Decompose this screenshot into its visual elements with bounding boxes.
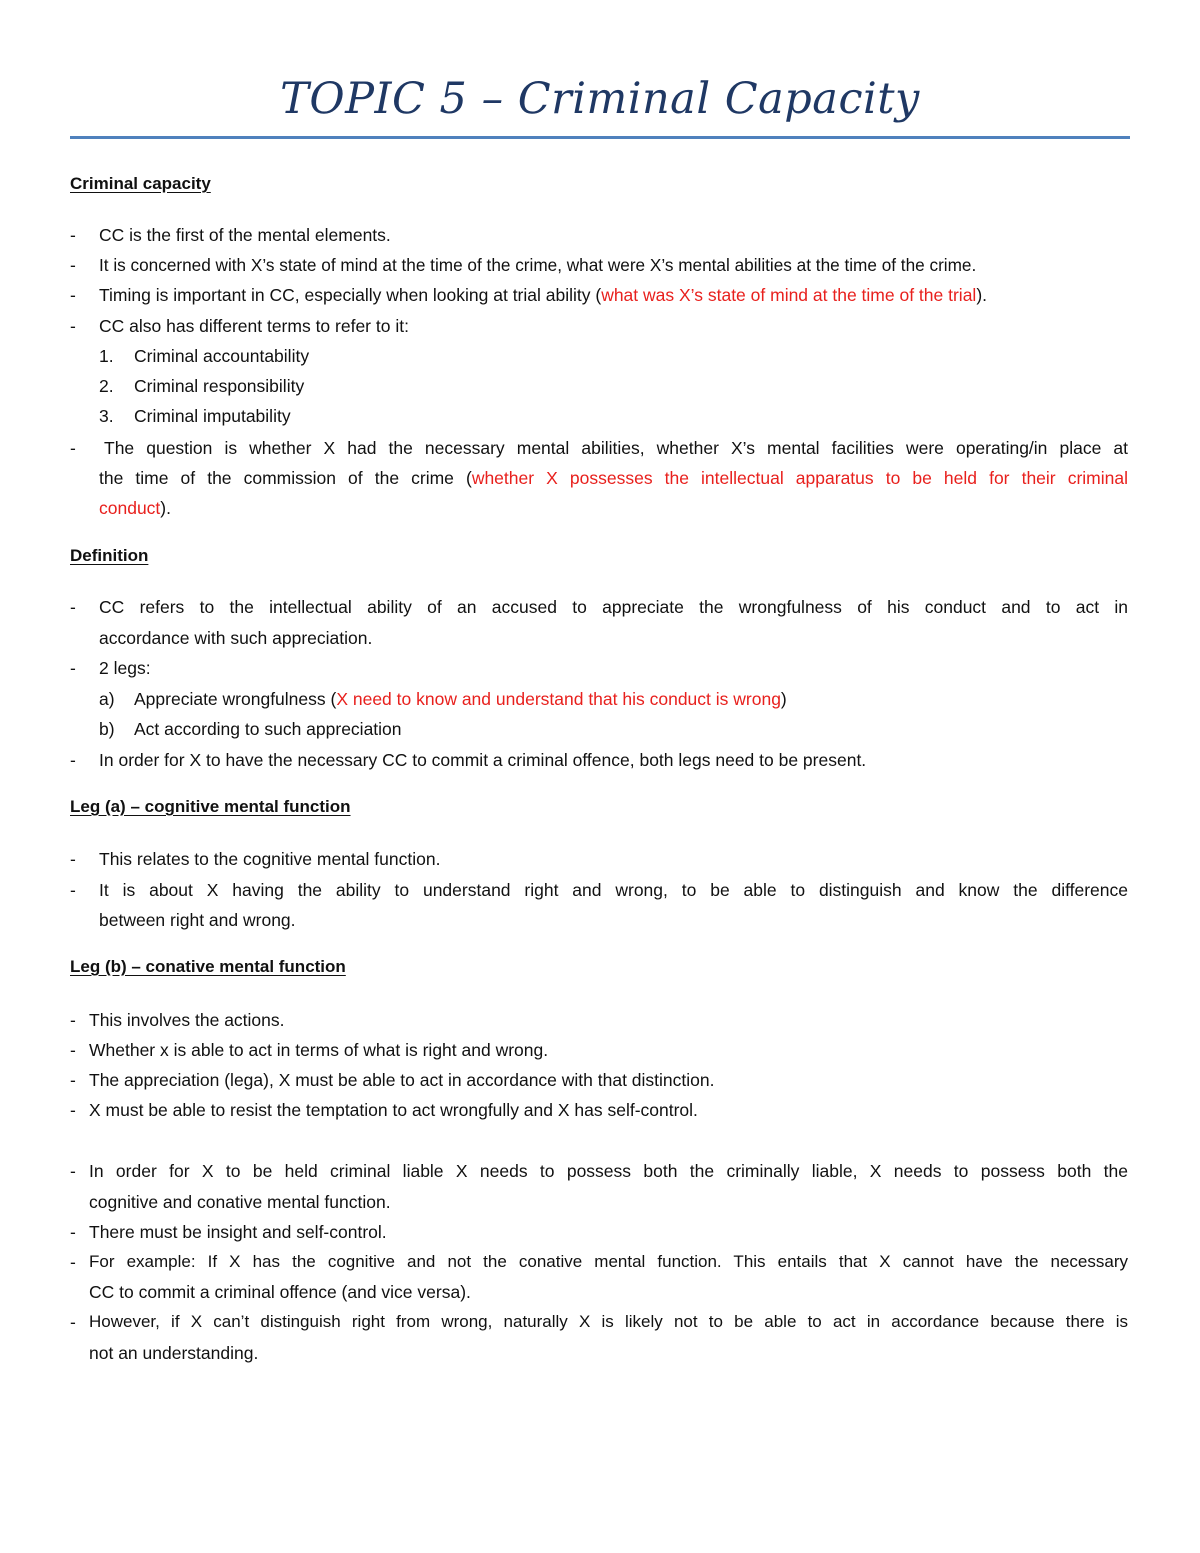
- list-item-continuation: between right and wrong.: [99, 910, 296, 930]
- bullet-dash: -: [70, 658, 76, 678]
- bullet-dash: -: [70, 1222, 76, 1242]
- list-item: It is about X having the ability to understand right and wrong, to be able to distinguish and know the difference: [99, 880, 1128, 900]
- list-item: In order for X to be held criminal liable X needs to possess both the criminally liable, X needs to possess both the: [89, 1161, 1128, 1181]
- list-item: CC refers to the intellectual ability of an accused to appreciate the wrongfulness of his conduct and to act in: [99, 597, 1128, 617]
- list-item: Appreciate wrongfulness (X need to know and understand that his conduct is wrong): [134, 689, 787, 709]
- bullet-dash: -: [70, 1010, 76, 1030]
- page-title: TOPIC 5 – Criminal Capacity: [280, 74, 920, 124]
- list-item: This involves the actions.: [89, 1010, 285, 1030]
- bullet-dash: -: [70, 1040, 76, 1060]
- bullet-dash: -: [70, 438, 76, 458]
- list-item: 2 legs:: [99, 658, 151, 678]
- heading-definition: Definition: [70, 546, 149, 565]
- heading-leg-a: Leg (a) – cognitive mental function: [70, 797, 351, 816]
- bullet-dash: -: [70, 1312, 76, 1332]
- bullet-dash: -: [70, 316, 76, 336]
- list-number: 1.: [99, 346, 114, 366]
- list-item: In order for X to have the necessary CC to commit a criminal offence, both legs need to be present.: [99, 750, 867, 770]
- bullet-dash: -: [70, 750, 76, 770]
- list-item-continuation: accordance with such appreciation.: [99, 628, 373, 648]
- list-item: Criminal accountability: [134, 346, 310, 366]
- list-item-continuation: CC to commit a criminal offence (and vice versa).: [89, 1282, 471, 1302]
- list-number: 3.: [99, 406, 114, 426]
- bullet-dash: -: [70, 1161, 76, 1181]
- list-item: The appreciation (lega), X must be able to act in accordance with that distinction.: [89, 1070, 715, 1090]
- list-letter: b): [99, 719, 115, 739]
- list-item: X must be able to resist the temptation to act wrongfully and X has self-control.: [89, 1100, 698, 1120]
- list-item: The question is whether X had the necessary mental abilities, whether X’s mental facilities were operating/in place at: [104, 438, 1128, 458]
- list-item: Timing is important in CC, especially when looking at trial ability (what was X’s state of mind at the time of the trial).: [99, 285, 988, 305]
- bullet-dash: -: [70, 225, 76, 245]
- bullet-dash: -: [70, 255, 76, 275]
- bullet-dash: -: [70, 597, 76, 617]
- heading-leg-b: Leg (b) – conative mental function: [70, 957, 346, 976]
- bullet-dash: -: [70, 880, 76, 900]
- list-number: 2.: [99, 376, 114, 396]
- list-item: However, if X can’t distinguish right from wrong, naturally X is likely not to be able to act in accordance because there is: [89, 1312, 1128, 1331]
- bullet-dash: -: [70, 285, 76, 305]
- list-item: Criminal responsibility: [134, 376, 305, 396]
- list-item: It is concerned with X’s state of mind at the time of the crime, what were X’s mental abilities at the time of the crime.: [99, 255, 977, 275]
- list-item: This relates to the cognitive mental function.: [99, 849, 441, 869]
- list-item: CC is the first of the mental elements.: [99, 225, 391, 245]
- bullet-dash: -: [70, 1070, 76, 1090]
- bullet-dash: -: [70, 1252, 76, 1272]
- list-item-continuation: the time of the commission of the crime (whether X possesses the intellectual apparatus to be held for their criminal: [99, 468, 1128, 488]
- list-item-continuation: not an understanding.: [89, 1343, 259, 1363]
- title-rule: [70, 136, 1130, 139]
- list-item: CC also has different terms to refer to it:: [99, 316, 409, 336]
- bullet-dash: -: [70, 1100, 76, 1120]
- list-item: Act according to such appreciation: [134, 719, 402, 739]
- list-item: Criminal imputability: [134, 406, 291, 426]
- heading-criminal-capacity: Criminal capacity: [70, 174, 211, 193]
- list-item: For example: If X has the cognitive and not the conative mental function. This entails that X cannot have the necessary: [89, 1252, 1128, 1271]
- list-letter: a): [99, 689, 115, 709]
- list-item-continuation: cognitive and conative mental function.: [89, 1192, 391, 1212]
- list-item-continuation: conduct).: [99, 498, 171, 518]
- bullet-dash: -: [70, 849, 76, 869]
- list-item: There must be insight and self-control.: [89, 1222, 387, 1242]
- list-item: Whether x is able to act in terms of what is right and wrong.: [89, 1040, 549, 1060]
